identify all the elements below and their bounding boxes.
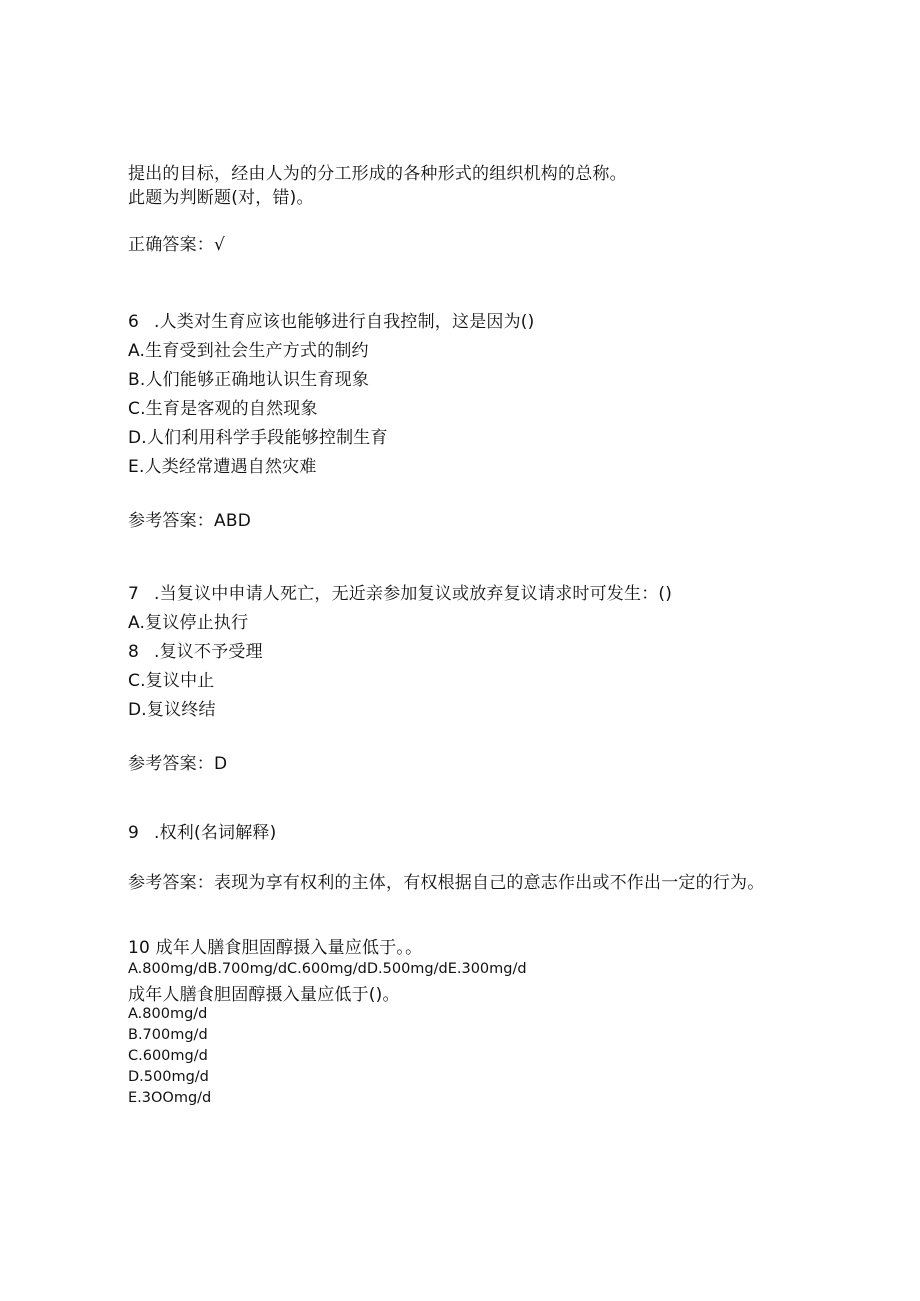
question-9-stem [128,822,276,844]
question-9-number: 9 [128,823,140,843]
question-10-option-e: E.3OOmg/d [128,1090,212,1106]
question-6-stem [128,311,534,333]
question-7-stem [128,583,672,605]
question-7-text: .当复议中申请人死亡，无近亲参加复议或放弃复议请求时可发生：() [154,584,673,604]
question-10-option-a: A.800mg/d [128,1006,208,1022]
question-7-answer: 参考答案：D [128,754,228,774]
question-6-answer: 参考答案：ABD [128,511,251,531]
intro-text-line-2: 此题为判断题(对，错)。 [128,188,314,208]
question-7-option-a: A.复议停止执行 [128,613,249,633]
question-7-option-b [128,641,263,663]
question-7-option-d: D.复议终结 [128,700,216,720]
question-7-option-b-number: 8 [128,642,140,662]
question-10-option-b: B.700mg/d [128,1027,208,1043]
question-10-option-d: D.500mg/d [128,1069,209,1085]
intro-text-line-1: 提出的目标，经由人为的分工形成的各种形式的组织机构的总称。 [128,164,627,184]
question-6-option-e: E.人类经常遭遇自然灾难 [128,457,317,477]
question-10-options-inline: A.800mg/dB.700mg/dC.600mg/dD.500mg/dE.300mg/d [128,961,527,977]
question-6-number: 6 [128,312,140,332]
question-9-answer: 参考答案：表现为享有权利的主体，有权根据自己的意志作出或不作出一定的行为。 [128,873,765,893]
intro-answer: 正确答案：√ [128,235,226,255]
question-7-option-c: C.复议中止 [128,671,215,691]
question-7-number: 7 [128,584,140,604]
question-10-option-c: C.600mg/d [128,1048,208,1064]
question-6-option-c: C.生育是客观的自然现象 [128,399,318,419]
question-10-stem: 10 成年人膳食胆固醇摄入量应低于。。 [128,938,423,958]
question-9-text: .权利(名词解释) [154,823,277,843]
question-6-option-a: A.生育受到社会生产方式的制约 [128,341,369,361]
question-10-stem-repeat: 成年人膳食胆固醇摄入量应低于()。 [128,985,400,1005]
question-6-option-b: B.人们能够正确地认识生育现象 [128,370,370,390]
question-7-option-b-text: .复议不予受理 [154,642,263,662]
question-6-option-d: D.人们利用科学手段能够控制生育 [128,428,388,448]
question-6-text: .人类对生育应该也能够进行自我控制，这是因为() [154,312,535,332]
